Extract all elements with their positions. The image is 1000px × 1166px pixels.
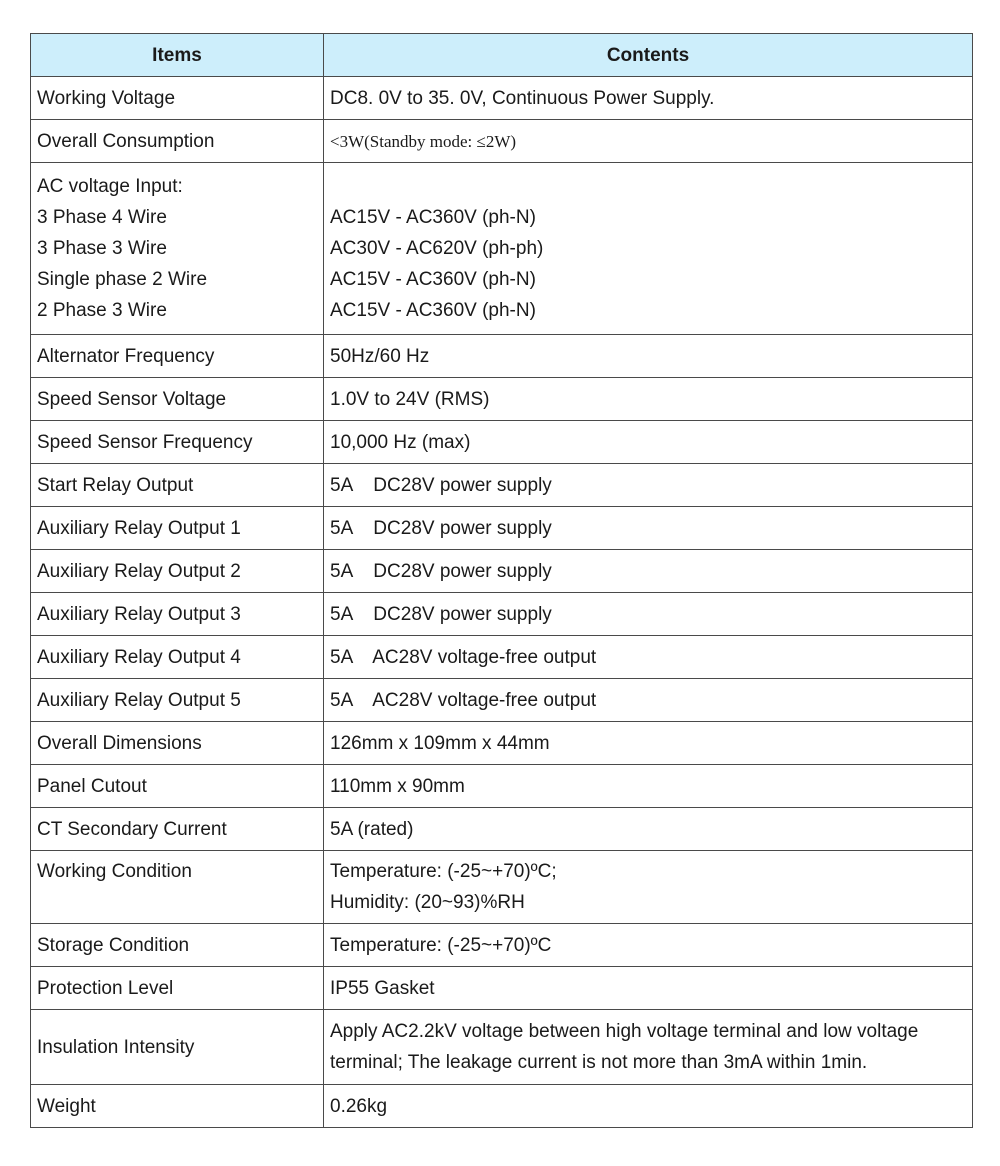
- row-value: 1.0V to 24V (RMS): [324, 378, 973, 421]
- row-value: 5A DC28V power supply: [324, 464, 973, 507]
- table-row: [31, 722, 973, 765]
- row-label: Auxiliary Relay Output 4: [31, 636, 324, 679]
- row-value: 5A DC28V power supply: [324, 593, 973, 636]
- ac-input-type: Single phase 2 Wire: [37, 269, 208, 290]
- row-label: [31, 163, 324, 335]
- row-label: Auxiliary Relay Output 1: [31, 507, 324, 550]
- ac-input-range: AC30V - AC620V (ph-ph): [330, 238, 544, 259]
- row-value: Temperature: (-25~+70)ºC: [324, 924, 973, 967]
- working-temperature: Temperature: (-25~+70)ºC;: [330, 861, 557, 882]
- row-label: Auxiliary Relay Output 2: [31, 550, 324, 593]
- table-row: [31, 593, 973, 636]
- row-label: Panel Cutout: [31, 765, 324, 808]
- ac-input-range: AC15V - AC360V (ph-N): [330, 207, 536, 228]
- row-value: IP55 Gasket: [324, 967, 973, 1010]
- row-label: Auxiliary Relay Output 3: [31, 593, 324, 636]
- ac-input-spacer: [330, 171, 966, 202]
- row-value: 0.26kg: [324, 1085, 973, 1128]
- row-label: Auxiliary Relay Output 5: [31, 679, 324, 722]
- table-row: [31, 679, 973, 722]
- row-label: Start Relay Output: [31, 464, 324, 507]
- spec-table: [30, 33, 973, 1128]
- table-row: [31, 77, 973, 120]
- ac-input-type: 3 Phase 3 Wire: [37, 238, 167, 259]
- table-row: [31, 378, 973, 421]
- table-row: [31, 1010, 973, 1085]
- row-value: 5A AC28V voltage-free output: [324, 679, 973, 722]
- table-row: [31, 1085, 973, 1128]
- header-items: Items: [31, 34, 324, 77]
- table-row: [31, 507, 973, 550]
- row-label: CT Secondary Current: [31, 808, 324, 851]
- table-row: [31, 421, 973, 464]
- row-label: Storage Condition: [31, 924, 324, 967]
- ac-input-type: 3 Phase 4 Wire: [37, 207, 167, 228]
- table-row: [31, 808, 973, 851]
- row-label: Working Condition: [31, 851, 324, 924]
- row-value: 5A DC28V power supply: [324, 507, 973, 550]
- ac-input-range: AC15V - AC360V (ph-N): [330, 269, 536, 290]
- row-value: 110mm x 90mm: [324, 765, 973, 808]
- row-label: Overall Consumption: [31, 120, 324, 163]
- row-value: 10,000 Hz (max): [324, 421, 973, 464]
- ac-input-range: AC15V - AC360V (ph-N): [330, 300, 536, 321]
- row-label: Insulation Intensity: [31, 1010, 324, 1085]
- row-value: [324, 851, 973, 924]
- row-value: 5A AC28V voltage-free output: [324, 636, 973, 679]
- row-label: Speed Sensor Frequency: [31, 421, 324, 464]
- table-row: [31, 163, 973, 335]
- table-row: [31, 765, 973, 808]
- row-label: Speed Sensor Voltage: [31, 378, 324, 421]
- row-label: Alternator Frequency: [31, 335, 324, 378]
- row-label: Overall Dimensions: [31, 722, 324, 765]
- table-row: [31, 335, 973, 378]
- table-row: [31, 851, 973, 924]
- working-humidity: Humidity: (20~93)%RH: [330, 892, 525, 913]
- ac-input-type: 2 Phase 3 Wire: [37, 300, 167, 321]
- table-row: [31, 550, 973, 593]
- row-value: 50Hz/60 Hz: [324, 335, 973, 378]
- row-value: 5A DC28V power supply: [324, 550, 973, 593]
- row-label: Working Voltage: [31, 77, 324, 120]
- row-label: Weight: [31, 1085, 324, 1128]
- ac-input-heading: AC voltage Input:: [37, 176, 183, 197]
- table-row: [31, 120, 973, 163]
- table-row: [31, 464, 973, 507]
- table-row: [31, 924, 973, 967]
- table-row: [31, 967, 973, 1010]
- row-label: Protection Level: [31, 967, 324, 1010]
- table-row: [31, 636, 973, 679]
- row-value: 5A (rated): [324, 808, 973, 851]
- row-value: <3W(Standby mode: ≤2W): [324, 120, 973, 163]
- row-value: 126mm x 109mm x 44mm: [324, 722, 973, 765]
- row-value: Apply AC2.2kV voltage between high voltage terminal and low voltage terminal; The leakage current is not more than 3mA within 1min.: [324, 1010, 973, 1085]
- row-value: DC8. 0V to 35. 0V, Continuous Power Supply.: [324, 77, 973, 120]
- header-contents: Contents: [324, 34, 973, 77]
- header-row: [31, 34, 973, 77]
- row-value: [324, 163, 973, 335]
